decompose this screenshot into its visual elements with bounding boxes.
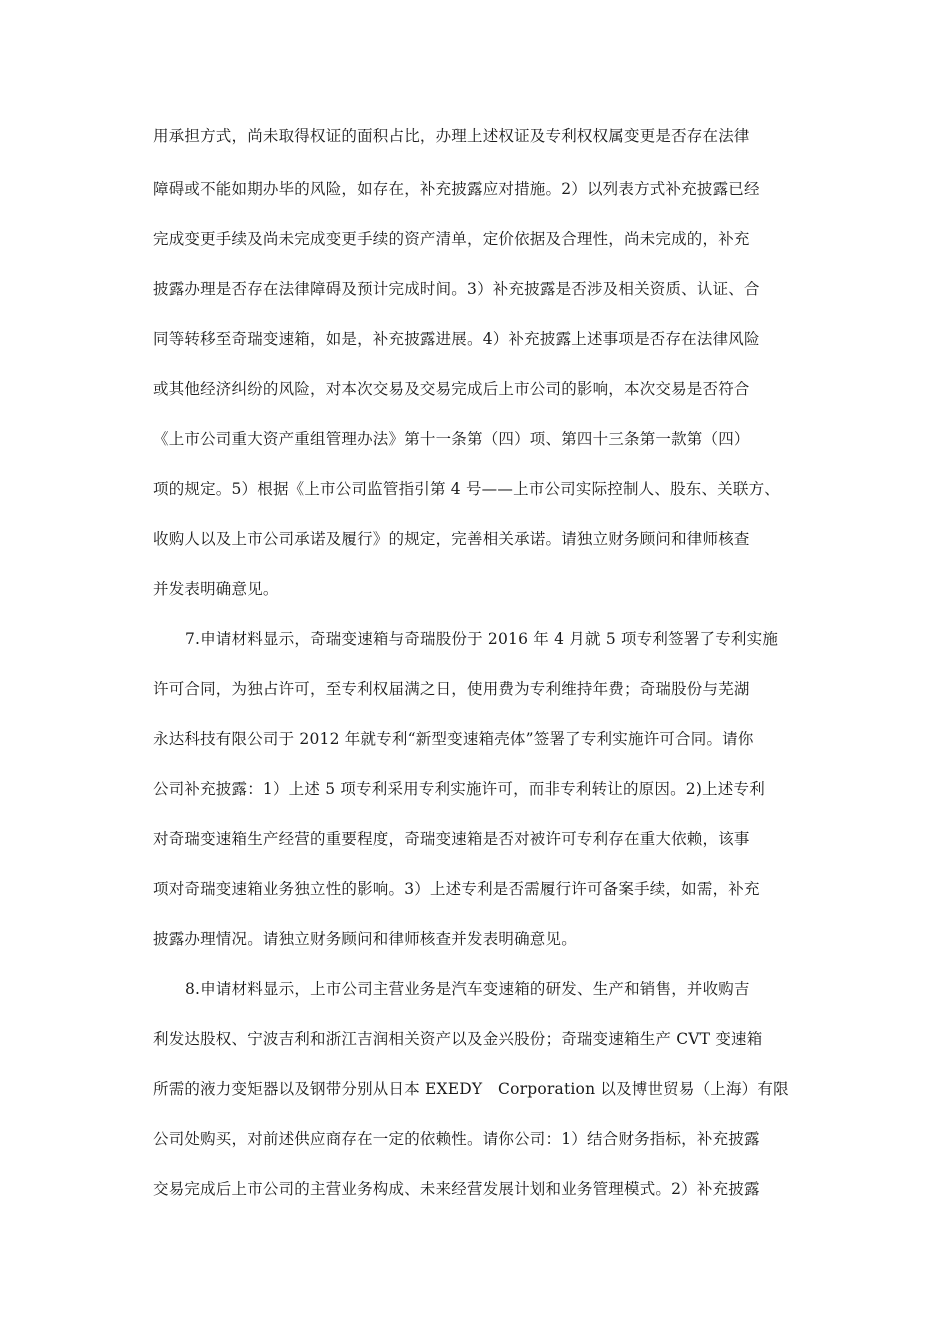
paragraph-8-start: 8.申请材料显示，上市公司主营业务是汽车变速箱的研发、生产和销售，并收购吉 [185, 980, 750, 998]
text-line: 收购人以及上市公司承诺及履行》的规定，完善相关承诺。请独立财务顾问和律师核查 [153, 530, 750, 548]
text-line: 交易完成后上市公司的主营业务构成、未来经营发展计划和业务管理模式。2）补充披露 [153, 1180, 760, 1198]
text-line: 许可合同，为独占许可，至专利权届满之日，使用费为专利维持年费；奇瑞股份与芜湖 [153, 680, 750, 698]
text-line: 公司处购买，对前述供应商存在一定的依赖性。请你公司：1）结合财务指标，补充披露 [153, 1130, 760, 1148]
text-line: 《上市公司重大资产重组管理办法》第十一条第（四）项、第四十三条第一款第（四） [153, 430, 750, 448]
paragraph-7-start: 7.申请材料显示，奇瑞变速箱与奇瑞股份于 2016 年 4 月就 5 项专利签署了专利实施 [185, 630, 779, 648]
text-line: 所需的液力变矩器以及钢带分别从日本 EXEDY Corporation 以及博世贸易（上海）有限 [153, 1080, 789, 1098]
text-line: 对奇瑞变速箱生产经营的重要程度，奇瑞变速箱是否对被许可专利存在重大依赖，该事 [153, 830, 750, 848]
text-line: 障碍或不能如期办毕的风险，如存在，补充披露应对措施。2）以列表方式补充披露已经 [153, 180, 760, 198]
text-line: 披露办理是否存在法律障碍及预计完成时间。3）补充披露是否涉及相关资质、认证、合 [153, 280, 760, 298]
text-line: 永达科技有限公司于 2012 年就专利“新型变速箱壳体”签署了专利实施许可合同。请你 [153, 730, 754, 748]
text-line: 公司补充披露：1）上述 5 项专利采用专利实施许可，而非专利转让的原因。2)上述专利 [153, 780, 765, 798]
text-line: 或其他经济纠纷的风险，对本次交易及交易完成后上市公司的影响，本次交易是否符合 [153, 380, 750, 398]
text-line: 用承担方式，尚未取得权证的面积占比，办理上述权证及专利权权属变更是否存在法律 [153, 127, 750, 145]
text-line: 完成变更手续及尚未完成变更手续的资产清单，定价依据及合理性，尚未完成的，补充 [153, 230, 750, 248]
text-line: 项的规定。5）根据《上市公司监管指引第 4 号——上市公司实际控制人、股东、关联方、 [153, 480, 780, 498]
text-line: 披露办理情况。请独立财务顾问和律师核查并发表明确意见。 [153, 930, 577, 948]
text-line: 利发达股权、宁波吉利和浙江吉润相关资产以及金兴股份；奇瑞变速箱生产 CVT 变速箱 [153, 1030, 763, 1048]
text-line: 同等转移至奇瑞变速箱，如是，补充披露进展。4）补充披露上述事项是否存在法律风险 [153, 330, 760, 348]
text-line: 并发表明确意见。 [153, 580, 279, 598]
text-line: 项对奇瑞变速箱业务独立性的影响。3）上述专利是否需履行许可备案手续，如需，补充 [153, 880, 760, 898]
